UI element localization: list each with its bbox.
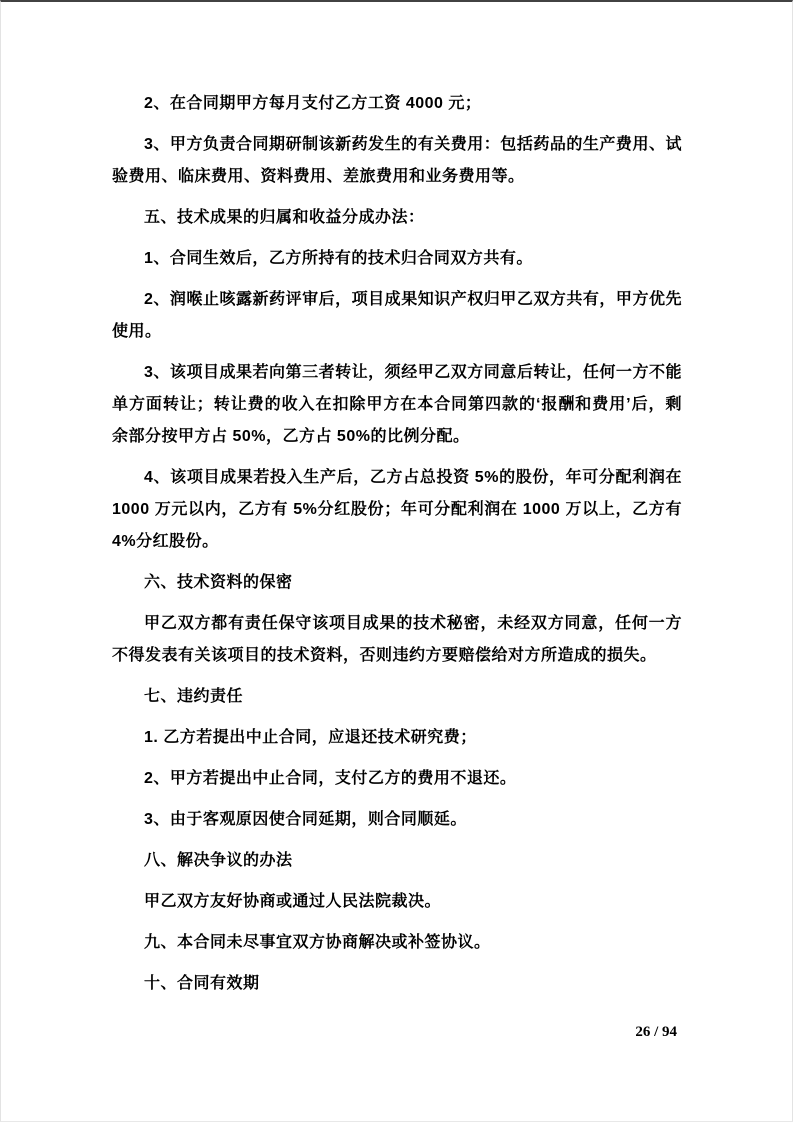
paragraph: 2、甲方若提出中止合同，支付乙方的费用不退还。: [144, 770, 517, 787]
paragraph: 3、该项目成果若向第三者转让，须经甲乙双方同意后转让，任何一方不能单方面转让；转让费的收入在扣除甲方在本合同第四款的‘报酬和费用’后，剩余部分按甲方占 50%，乙方占 50%的比例分配。: [112, 364, 682, 445]
paragraph: 3、由于客观原因使合同延期，则合同顺延。: [144, 811, 467, 828]
paragraph: 甲乙双方友好协商或通过人民法院裁决。: [144, 893, 442, 910]
paragraph: 3、甲方负责合同期研制该新药发生的有关费用：包括药品的生产费用、试验费用、临床费用、资料费用、差旅费用和业务费用等。: [112, 136, 682, 185]
paragraph: 甲乙双方都有责任保守该项目成果的技术秘密，未经双方同意，任何一方不得发表有关该项目的技术资料，否则违约方要赔偿给对方所造成的损失。: [112, 615, 682, 664]
paragraph: 十、合同有效期: [144, 975, 260, 992]
page-number: 26 / 94: [635, 1024, 677, 1040]
paragraph: 2、在合同期甲方每月支付乙方工资 4000 元；: [144, 95, 482, 112]
paragraph: 1. 乙方若提出中止合同，应退还技术研究费；: [144, 729, 477, 746]
paragraph: 八、解决争议的办法: [144, 852, 293, 869]
paragraph: 1、合同生效后，乙方所持有的技术归合同双方共有。: [144, 250, 533, 267]
paragraph: 五、技术成果的归属和收益分成办法：: [144, 209, 425, 226]
paragraph: 九、本合同未尽事宜双方协商解决或补签协议。: [144, 934, 491, 951]
paragraph: 七、违约责任: [144, 688, 244, 705]
document-body: [112, 88, 682, 1009]
paragraph: 4、该项目成果若投入生产后，乙方占总投资 5%的股份，年可分配利润在 1000 万元以内，乙方有 5%分红股份；年可分配利润在 1000 万以上，乙方有 4%分红股份。: [112, 469, 682, 550]
paragraph: 2、润喉止咳露新药评审后，项目成果知识产权归甲乙双方共有，甲方优先使用。: [112, 291, 682, 340]
paragraph: 六、技术资料的保密: [144, 574, 293, 591]
